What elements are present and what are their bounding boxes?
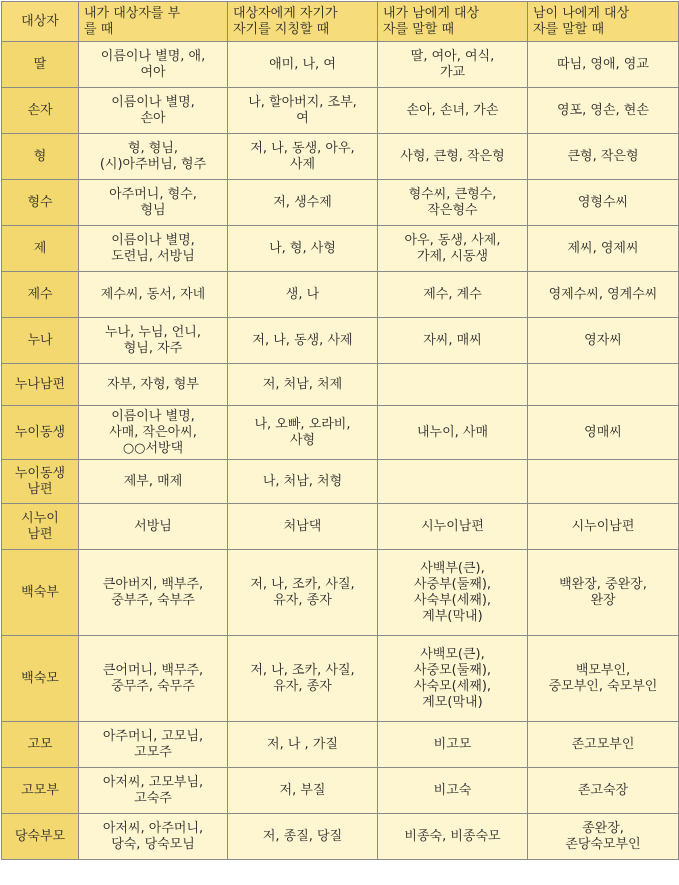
table-row — [2, 550, 679, 636]
subject-cell: 고모부 — [2, 768, 79, 814]
refer-to-others-cell: 사백모(큰), 사중모(둘째), 사숙모(세째), 계모(막내) — [378, 636, 528, 722]
refer-to-others-cell — [378, 364, 528, 406]
self-reference-cell: 애미, 나, 여 — [228, 42, 378, 88]
table-row — [2, 180, 679, 226]
others-refer-cell — [528, 460, 679, 504]
refer-to-others-cell: 자씨, 매씨 — [378, 318, 528, 364]
header-row — [2, 2, 679, 42]
self-reference-cell: 생, 나 — [228, 272, 378, 318]
subject-cell: 형수 — [2, 180, 79, 226]
subject-cell: 당숙부모 — [2, 814, 79, 860]
table-row — [2, 364, 679, 406]
subject-cell: 백숙부 — [2, 550, 79, 636]
subject-cell: 시누이 남편 — [2, 504, 79, 550]
subject-cell: 누나 — [2, 318, 79, 364]
subject-cell: 제수 — [2, 272, 79, 318]
subject-cell: 고모 — [2, 722, 79, 768]
others-refer-cell: 백완장, 중완장, 완장 — [528, 550, 679, 636]
others-refer-cell: 큰형, 작은형 — [528, 134, 679, 180]
subject-cell: 딸 — [2, 42, 79, 88]
self-reference-cell: 저, 처남, 처제 — [228, 364, 378, 406]
refer-to-others-cell: 아우, 동생, 사제, 가제, 시동생 — [378, 226, 528, 272]
others-refer-cell: 영형수씨 — [528, 180, 679, 226]
table-row — [2, 226, 679, 272]
others-refer-cell: 따님, 영애, 영교 — [528, 42, 679, 88]
refer-to-others-cell: 딸, 여아, 여식, 가교 — [378, 42, 528, 88]
others-refer-cell: 시누이남편 — [528, 504, 679, 550]
others-refer-cell: 백모부인, 중모부인, 숙모부인 — [528, 636, 679, 722]
refer-to-others-cell: 사형, 큰형, 작은형 — [378, 134, 528, 180]
refer-to-others-cell: 비고숙 — [378, 768, 528, 814]
table-row — [2, 88, 679, 134]
subject-cell: 형 — [2, 134, 79, 180]
self-reference-cell: 처남댁 — [228, 504, 378, 550]
table-row — [2, 460, 679, 504]
subject-cell: 제 — [2, 226, 79, 272]
address-cell: 서방님 — [79, 504, 228, 550]
table-row — [2, 318, 679, 364]
self-reference-cell: 나, 형, 사형 — [228, 226, 378, 272]
table-row — [2, 636, 679, 722]
refer-to-others-cell: 내누이, 사매 — [378, 406, 528, 460]
others-refer-cell: 존고숙장 — [528, 768, 679, 814]
self-reference-cell: 나, 오빠, 오라비, 사형 — [228, 406, 378, 460]
self-reference-cell: 저, 나, 동생, 사제 — [228, 318, 378, 364]
others-refer-cell: 영매씨 — [528, 406, 679, 460]
header-subject: 대상자 — [2, 2, 79, 42]
address-cell: 큰어머니, 백무주, 중무주, 숙무주 — [79, 636, 228, 722]
address-cell: 아저씨, 고모부님, 고숙주 — [79, 768, 228, 814]
address-cell: 자부, 자형, 형부 — [79, 364, 228, 406]
table-row — [2, 768, 679, 814]
kinship-terms-table — [1, 1, 679, 860]
refer-to-others-cell: 형수씨, 큰형수, 작은형수 — [378, 180, 528, 226]
others-refer-cell — [528, 364, 679, 406]
address-cell: 이름이나 별명, 도련님, 서방님 — [79, 226, 228, 272]
address-cell: 이름이나 별명, 애, 여아 — [79, 42, 228, 88]
table-row — [2, 814, 679, 860]
others-refer-cell: 영포, 영손, 현손 — [528, 88, 679, 134]
self-reference-cell: 저, 부질 — [228, 768, 378, 814]
address-cell: 아주머니, 고모님, 고모주 — [79, 722, 228, 768]
subject-cell: 누나남편 — [2, 364, 79, 406]
others-refer-cell: 제씨, 영제씨 — [528, 226, 679, 272]
table-row — [2, 504, 679, 550]
address-cell: 이름이나 별명, 사매, 작은아씨, ○○서방댁 — [79, 406, 228, 460]
refer-to-others-cell: 손아, 손녀, 가손 — [378, 88, 528, 134]
self-reference-cell: 저, 종질, 당질 — [228, 814, 378, 860]
header-i-refer-to-others: 내가 남에게 대상 자를 말할 때 — [378, 2, 528, 42]
self-reference-cell: 저, 나, 조카, 사질, 유자, 종자 — [228, 550, 378, 636]
others-refer-cell: 종완장, 존당숙모부인 — [528, 814, 679, 860]
others-refer-cell: 영제수씨, 영계수씨 — [528, 272, 679, 318]
table-row — [2, 406, 679, 460]
address-cell: 누나, 누님, 언니, 형님, 자주 — [79, 318, 228, 364]
self-reference-cell: 저, 생수제 — [228, 180, 378, 226]
header-how-i-address: 내가 대상자를 부 를 때 — [79, 2, 228, 42]
header-self-reference: 대상자에게 자기가 자기를 지칭할 때 — [228, 2, 378, 42]
table-row — [2, 42, 679, 88]
table-row — [2, 722, 679, 768]
address-cell: 제부, 매제 — [79, 460, 228, 504]
subject-cell: 손자 — [2, 88, 79, 134]
table-row — [2, 134, 679, 180]
subject-cell: 누이동생 — [2, 406, 79, 460]
self-reference-cell: 저, 나 , 가질 — [228, 722, 378, 768]
self-reference-cell: 저, 나, 조카, 사질, 유자, 종자 — [228, 636, 378, 722]
refer-to-others-cell — [378, 460, 528, 504]
address-cell: 형, 형님, (시)아주버님, 형주 — [79, 134, 228, 180]
subject-cell: 백숙모 — [2, 636, 79, 722]
refer-to-others-cell: 사백부(큰), 사중부(둘째), 사숙부(세째), 계부(막내) — [378, 550, 528, 636]
refer-to-others-cell: 비종숙, 비종숙모 — [378, 814, 528, 860]
address-cell: 큰아버지, 백부주, 중부주, 숙부주 — [79, 550, 228, 636]
subject-cell: 누이동생 남편 — [2, 460, 79, 504]
refer-to-others-cell: 시누이남편 — [378, 504, 528, 550]
self-reference-cell: 저, 나, 동생, 아우, 사제 — [228, 134, 378, 180]
address-cell: 아저씨, 아주머니, 당숙, 당숙모님 — [79, 814, 228, 860]
table-row — [2, 272, 679, 318]
refer-to-others-cell: 제수, 계수 — [378, 272, 528, 318]
others-refer-cell: 영자씨 — [528, 318, 679, 364]
address-cell: 아주머니, 형수, 형님 — [79, 180, 228, 226]
self-reference-cell: 나, 처남, 처형 — [228, 460, 378, 504]
header-others-refer-to-me: 남이 나에게 대상 자를 말할 때 — [528, 2, 679, 42]
refer-to-others-cell: 비고모 — [378, 722, 528, 768]
address-cell: 이름이나 별명, 손아 — [79, 88, 228, 134]
self-reference-cell: 나, 할아버지, 조부, 여 — [228, 88, 378, 134]
address-cell: 제수씨, 동서, 자네 — [79, 272, 228, 318]
others-refer-cell: 존고모부인 — [528, 722, 679, 768]
